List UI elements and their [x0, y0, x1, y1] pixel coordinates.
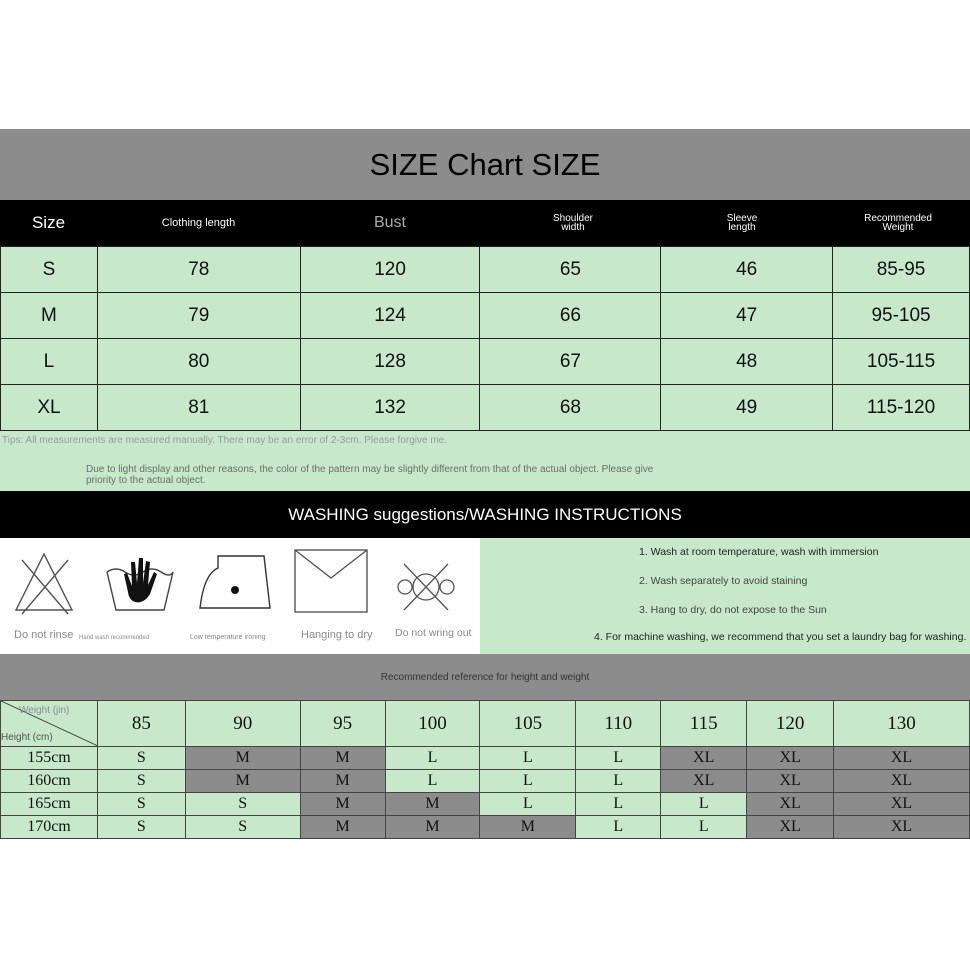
size-recommendation-cell: L [576, 816, 661, 839]
clothing-length-cell: 81 [97, 385, 300, 431]
low-temperature-ironing-label: Low temperature ironing [190, 634, 266, 641]
size-recommendation-cell: S [97, 816, 185, 839]
size-recommendation-cell: S [97, 747, 185, 770]
size-recommendation-cell: XL [661, 770, 747, 793]
size-cell: L [1, 339, 98, 385]
size-recommendation-cell: L [576, 770, 661, 793]
shoulder-width-cell: 65 [480, 247, 661, 293]
size-recommendation-cell: XL [747, 770, 834, 793]
size-recommendation-cell: L [480, 770, 576, 793]
size-recommendation-cell: S [97, 793, 185, 816]
size-chart-sheet [0, 129, 970, 843]
size-recommendation-cell: M [480, 816, 576, 839]
clothing-length-cell: 78 [97, 247, 300, 293]
tip-color-difference: Due to light display and other reasons, the color of the pattern may be slightly different from that of the actual object. Please give priority to the actual object. [86, 464, 654, 486]
size-recommendation-cell: M [385, 793, 480, 816]
weight-header-cell: 90 [185, 701, 300, 747]
table-row [1, 747, 970, 770]
size-recommendation-cell: M [300, 793, 385, 816]
weight-header-cell: 120 [747, 701, 834, 747]
size-recommendation-cell: XL [834, 747, 970, 770]
size-recommendation-cell: L [385, 770, 480, 793]
do-not-rinse-icon [12, 550, 76, 616]
hand-wash-label: Hand wash recommended [79, 635, 150, 641]
instruction-4: 4. For machine washing, we recommend that you set a laundry bag for washing. [594, 631, 967, 643]
header-clothing-length: Clothing length [161, 217, 236, 229]
washing-icons-panel [0, 538, 480, 654]
shoulder-width-cell: 66 [480, 293, 661, 339]
washing-title: WASHING suggestions/WASHING INSTRUCTIONS [0, 491, 970, 538]
size-recommendation-cell: XL [661, 747, 747, 770]
low-temperature-ironing-icon [196, 552, 274, 614]
weight-header-cell: 130 [834, 701, 970, 747]
height-axis-label: Height (cm) [1, 732, 53, 743]
table-row [1, 816, 970, 839]
recommended-weight-cell: 95-105 [833, 293, 970, 339]
bust-cell: 128 [300, 339, 480, 385]
size-recommendation-cell: L [385, 747, 480, 770]
size-recommendation-cell: M [300, 770, 385, 793]
size-recommendation-cell: XL [747, 793, 834, 816]
size-recommendation-cell: XL [747, 747, 834, 770]
weight-header-cell: 100 [385, 701, 480, 747]
tips-panel [0, 431, 970, 491]
size-recommendation-cell: S [185, 793, 300, 816]
do-not-wring-out-label: Do not wring out [395, 627, 472, 639]
weight-axis-label: Weight (jin) [19, 705, 70, 716]
recommended-weight-cell: 105-115 [833, 339, 970, 385]
sleeve-length-cell: 47 [661, 293, 833, 339]
size-recommendation-cell: XL [834, 793, 970, 816]
clothing-length-cell: 79 [97, 293, 300, 339]
bust-cell: 132 [300, 385, 480, 431]
weight-header-cell: 95 [300, 701, 385, 747]
shoulder-width-cell: 67 [480, 339, 661, 385]
weight-header-cell: 85 [97, 701, 185, 747]
size-table [0, 246, 970, 431]
size-cell: M [1, 293, 98, 339]
table-row [1, 339, 970, 385]
size-recommendation-cell: XL [834, 816, 970, 839]
table-row [1, 247, 970, 293]
size-recommendation-cell: L [661, 793, 747, 816]
weight-header-row [1, 701, 970, 747]
weight-header-cell: 105 [480, 701, 576, 747]
size-recommendation-cell: S [97, 770, 185, 793]
sleeve-length-cell: 46 [661, 247, 833, 293]
weight-header-cell: 115 [661, 701, 747, 747]
header-bust: Bust [373, 214, 406, 231]
reference-title: Recommended reference for height and weight [0, 654, 970, 700]
recommended-weight-cell: 115-120 [833, 385, 970, 431]
size-cell: S [1, 247, 98, 293]
size-cell: XL [1, 385, 98, 431]
size-recommendation-cell: M [300, 816, 385, 839]
clothing-length-cell: 80 [97, 339, 300, 385]
do-not-rinse-label: Do not rinse [14, 629, 74, 641]
header-shoulder-width: Shoulder width [552, 213, 594, 233]
height-cell: 160cm [1, 770, 98, 793]
header-recommended-weight: Recommended Weight [864, 213, 932, 233]
header-sleeve-length: Sleeve length [726, 213, 758, 233]
size-recommendation-cell: L [480, 793, 576, 816]
table-row [1, 793, 970, 816]
size-recommendation-cell: M [185, 770, 300, 793]
size-recommendation-cell: L [576, 747, 661, 770]
height-cell: 170cm [1, 816, 98, 839]
size-recommendation-cell: L [576, 793, 661, 816]
hanging-to-dry-label: Hanging to dry [301, 629, 373, 641]
size-chart-title: SIZE Chart SIZE [0, 129, 970, 200]
tip-measurement-error: Tips: All measurements are measured manually. There may be an error of 2-3cm. Please forgive me. [2, 435, 448, 446]
height-cell: 165cm [1, 793, 98, 816]
sleeve-length-cell: 48 [661, 339, 833, 385]
size-recommendation-cell: XL [747, 816, 834, 839]
hanging-to-dry-icon [293, 548, 369, 614]
size-table-header [0, 200, 970, 246]
size-recommendation-cell: S [185, 816, 300, 839]
corner-cell [1, 701, 98, 747]
header-size: Size [31, 213, 66, 232]
recommended-weight-cell: 85-95 [833, 247, 970, 293]
size-recommendation-cell: L [480, 747, 576, 770]
height-weight-table [0, 700, 970, 839]
washing-instructions-panel [480, 538, 970, 654]
do-not-wring-out-icon [396, 558, 456, 616]
instruction-2: 2. Wash separately to avoid staining [639, 575, 808, 587]
instruction-3: 3. Hang to dry, do not expose to the Sun [639, 604, 827, 616]
size-recommendation-cell: L [661, 816, 747, 839]
size-recommendation-cell: M [300, 747, 385, 770]
size-recommendation-cell: M [185, 747, 300, 770]
table-row [1, 385, 970, 431]
hand-wash-icon [104, 552, 176, 614]
size-recommendation-cell: M [385, 816, 480, 839]
weight-header-cell: 110 [576, 701, 661, 747]
bust-cell: 120 [300, 247, 480, 293]
shoulder-width-cell: 68 [480, 385, 661, 431]
bust-cell: 124 [300, 293, 480, 339]
table-row [1, 770, 970, 793]
sleeve-length-cell: 49 [661, 385, 833, 431]
height-cell: 155cm [1, 747, 98, 770]
table-row [1, 293, 970, 339]
instruction-1: 1. Wash at room temperature, wash with immersion [639, 546, 879, 558]
size-recommendation-cell: XL [834, 770, 970, 793]
